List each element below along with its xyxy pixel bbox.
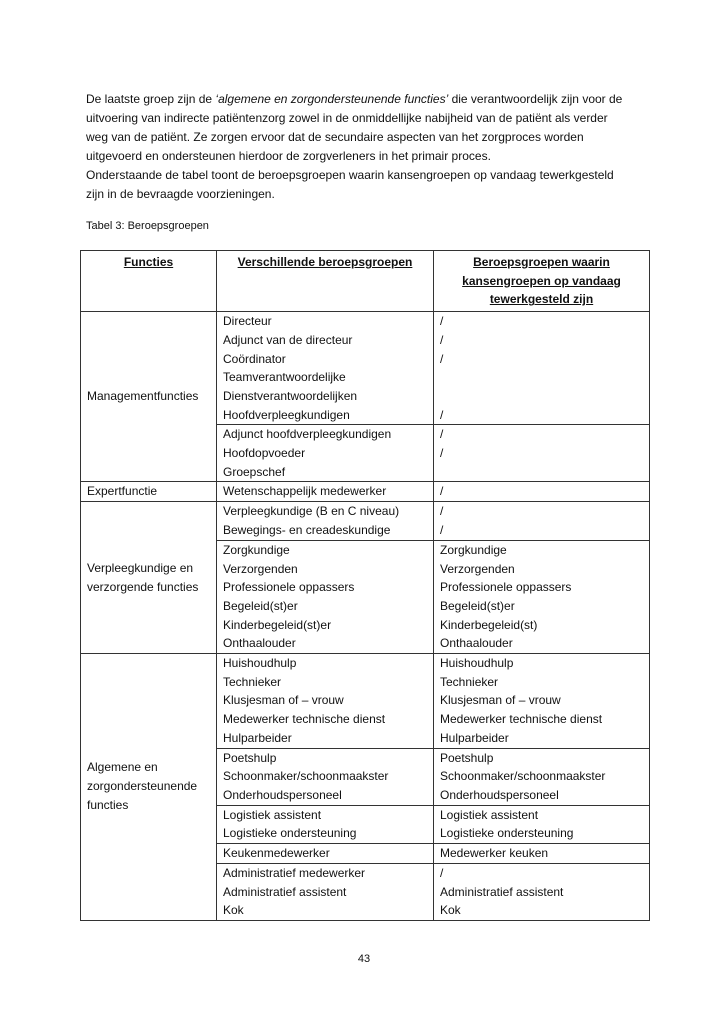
beroepsgroep-cell: Groepschef <box>217 463 434 482</box>
kansengroep-cell: Schoonmaker/schoonmaakster <box>434 767 650 786</box>
kansengroep-cell: Onderhoudspersoneel <box>434 786 650 805</box>
kansengroep-cell: Administratief assistent <box>434 883 650 902</box>
beroepsgroep-cell: Technieker <box>217 673 434 692</box>
intro-paragraph <box>86 90 656 204</box>
function-cell: Expertfunctie <box>81 482 217 502</box>
kansengroep-cell: Huishoudhulp <box>434 654 650 673</box>
beroepsgroep-cell: Coördinator <box>217 350 434 369</box>
intro-emphasis: ‘algemene en zorgondersteunende functies’ <box>215 92 449 106</box>
table-row <box>81 502 650 521</box>
kansengroep-cell: Medewerker technische dienst <box>434 710 650 729</box>
intro-line: uitvoering van indirecte patiëntenzorg zowel in de onmiddellijke nabijheid van de patiënt als verder <box>86 111 608 125</box>
beroepsgroep-cell: Schoonmaker/schoonmaakster <box>217 767 434 786</box>
kansengroep-cell <box>434 387 650 406</box>
beroepsgroep-cell: Bewegings- en creadeskundige <box>217 521 434 540</box>
kansengroep-cell: / <box>434 350 650 369</box>
table-row <box>81 312 650 331</box>
page-number: 43 <box>357 953 371 965</box>
beroepsgroep-cell: Adjunct van de directeur <box>217 331 434 350</box>
beroepsgroep-cell: Kok <box>217 901 434 920</box>
beroepsgroep-cell: Verpleegkundige (B en C niveau) <box>217 502 434 521</box>
kansengroep-cell: Begeleid(st)er <box>434 597 650 616</box>
beroepsgroepen-table <box>80 250 650 921</box>
table-body <box>81 312 650 921</box>
intro-line: uitgevoerd en ondersteunen hierdoor de zorgverleners in het primair proces. <box>86 149 491 163</box>
kansengroep-cell: Kok <box>434 901 650 920</box>
intro-line: weg van de patiënt. Ze zorgen ervoor dat de secundaire aspecten van het zorgproces worden <box>86 130 584 144</box>
beroepsgroep-cell: Wetenschappelijk medewerker <box>217 482 434 502</box>
table-caption: Tabel 3: Beroepsgroepen <box>86 220 209 232</box>
beroepsgroep-cell: Medewerker technische dienst <box>217 710 434 729</box>
beroepsgroep-cell: Teamverantwoordelijke <box>217 368 434 387</box>
kansengroep-cell: Logistieke ondersteuning <box>434 824 650 843</box>
intro-line <box>86 90 656 109</box>
kansengroep-cell: / <box>434 502 650 521</box>
header-functies: Functies <box>81 251 217 312</box>
beroepsgroep-cell: Directeur <box>217 312 434 331</box>
function-cell: Algemene en zorgondersteunende functies <box>81 654 217 921</box>
kansengroep-cell: Klusjesman of – vrouw <box>434 691 650 710</box>
kansengroep-cell: Verzorgenden <box>434 560 650 579</box>
kansengroep-cell: Medewerker keuken <box>434 844 650 864</box>
beroepsgroep-cell: Administratief assistent <box>217 883 434 902</box>
kansengroep-cell: Onthaalouder <box>434 634 650 653</box>
kansengroep-cell <box>434 463 650 482</box>
beroepsgroep-cell: Dienstverantwoordelijken <box>217 387 434 406</box>
kansengroep-cell: / <box>434 863 650 882</box>
beroepsgroep-cell: Hulparbeider <box>217 729 434 748</box>
header-kansengroepen: Beroepsgroepen waarin kansengroepen op vandaag tewerkgesteld zijn <box>434 251 650 312</box>
kansengroep-cell: / <box>434 425 650 444</box>
beroepsgroep-cell: Adjunct hoofdverpleegkundigen <box>217 425 434 444</box>
kansengroep-cell: Poetshulp <box>434 748 650 767</box>
function-cell: Managementfuncties <box>81 312 217 482</box>
function-cell: Verpleegkundige en verzorgende functies <box>81 502 217 654</box>
beroepsgroep-cell: Hoofdopvoeder <box>217 444 434 463</box>
beroepsgroep-cell: Onderhoudspersoneel <box>217 786 434 805</box>
kansengroep-cell: / <box>434 521 650 540</box>
kansengroep-cell: Kinderbegeleid(st) <box>434 616 650 635</box>
kansengroep-cell <box>434 368 650 387</box>
kansengroep-cell: Professionele oppassers <box>434 578 650 597</box>
kansengroep-cell: Technieker <box>434 673 650 692</box>
kansengroep-cell: / <box>434 312 650 331</box>
beroepsgroep-cell: Administratief medewerker <box>217 863 434 882</box>
intro-text: De laatste groep zijn de <box>86 92 216 106</box>
beroepsgroep-cell: Klusjesman of – vrouw <box>217 691 434 710</box>
beroepsgroep-cell: Logistiek assistent <box>217 805 434 824</box>
beroepsgroep-cell: Keukenmedewerker <box>217 844 434 864</box>
beroepsgroep-cell: Zorgkundige <box>217 540 434 559</box>
beroepsgroep-cell: Huishoudhulp <box>217 654 434 673</box>
beroepsgroep-cell: Professionele oppassers <box>217 578 434 597</box>
kansengroep-cell: Zorgkundige <box>434 540 650 559</box>
kansengroep-cell: Hulparbeider <box>434 729 650 748</box>
beroepsgroep-cell: Onthaalouder <box>217 634 434 653</box>
beroepsgroep-cell: Poetshulp <box>217 748 434 767</box>
intro-line: Onderstaande de tabel toont de beroepsgroepen waarin kansengroepen op vandaag tewerkgesteld <box>86 168 614 182</box>
intro-line: zijn in de bevraagde voorzieningen. <box>86 187 275 201</box>
header-beroepsgroepen: Verschillende beroepsgroepen <box>217 251 434 312</box>
table-row <box>81 654 650 673</box>
kansengroep-cell: / <box>434 331 650 350</box>
kansengroep-cell: / <box>434 444 650 463</box>
intro-text: die verantwoordelijk zijn voor de <box>448 92 623 106</box>
kansengroep-cell: / <box>434 406 650 425</box>
beroepsgroep-cell: Kinderbegeleid(st)er <box>217 616 434 635</box>
beroepsgroep-cell: Begeleid(st)er <box>217 597 434 616</box>
beroepsgroep-cell: Hoofdverpleegkundigen <box>217 406 434 425</box>
table-row <box>81 482 650 502</box>
kansengroep-cell: / <box>434 482 650 502</box>
kansengroep-cell: Logistiek assistent <box>434 805 650 824</box>
table-header-row <box>81 251 650 312</box>
beroepsgroep-cell: Verzorgenden <box>217 560 434 579</box>
beroepsgroep-cell: Logistieke ondersteuning <box>217 824 434 843</box>
